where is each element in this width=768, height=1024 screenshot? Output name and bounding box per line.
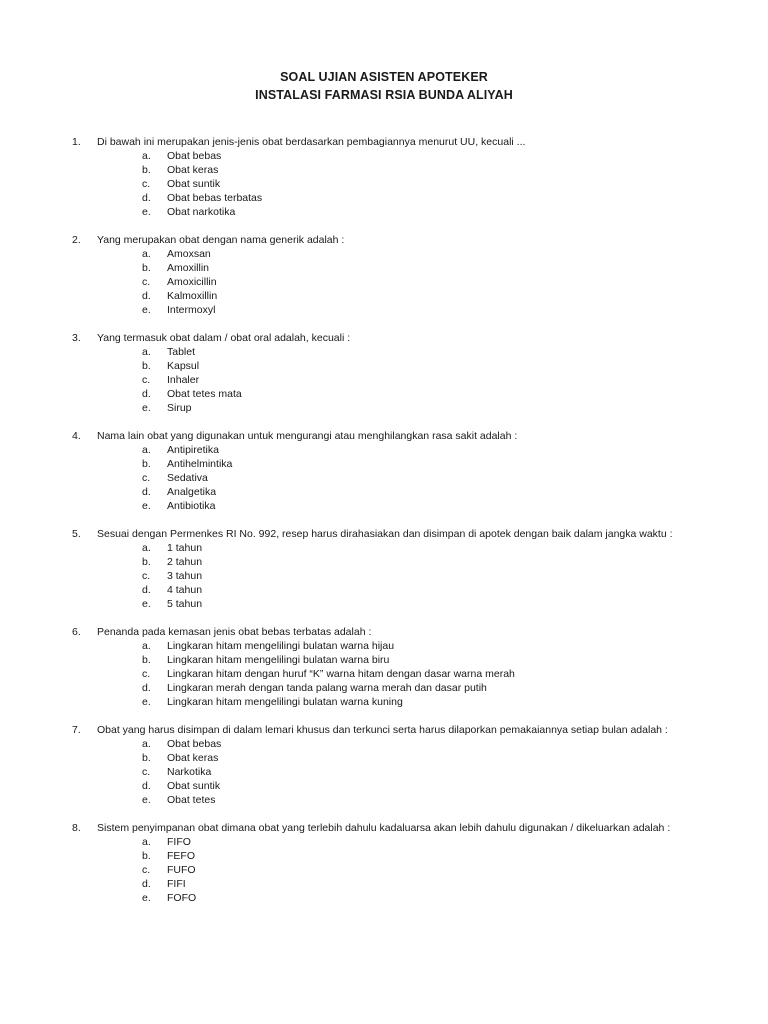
option-text: Sedativa <box>167 472 208 484</box>
option-text: 2 tahun <box>167 556 203 568</box>
answer-option <box>0 779 768 793</box>
answer-option <box>0 639 768 653</box>
answer-option <box>0 583 768 597</box>
answer-option <box>0 471 768 485</box>
option-letter: a. <box>142 640 151 652</box>
answer-option <box>0 205 768 219</box>
question-text: Sistem penyimpanan obat dimana obat yang terlebih dahulu kadaluarsa akan lebih dahulu digunakan / dikeluarkan adalah : <box>97 822 671 834</box>
option-text: FOFO <box>167 892 197 904</box>
option-letter: a. <box>142 248 151 260</box>
answer-option <box>0 359 768 373</box>
question-text: Nama lain obat yang digunakan untuk mengurangi atau menghilangkan rasa sakit adalah : <box>97 430 518 442</box>
option-text: 5 tahun <box>167 598 203 610</box>
answer-option <box>0 457 768 471</box>
question-text: Obat yang harus disimpan di dalam lemari khusus dan terkunci serta harus dilaporkan pemakaiannya setiap bulan adalah : <box>97 724 668 736</box>
question-item <box>0 233 768 317</box>
option-text: FUFO <box>167 864 196 876</box>
option-letter: d. <box>142 878 151 890</box>
option-text: Antipiretika <box>167 444 219 456</box>
answer-option <box>0 765 768 779</box>
answer-option <box>0 681 768 695</box>
question-number: 2. <box>72 234 81 246</box>
question-text: Di bawah ini merupakan jenis-jenis obat berdasarkan pembagiannya menurut UU, kecuali ... <box>97 136 526 148</box>
option-text: Sirup <box>167 402 192 414</box>
question-item <box>0 331 768 415</box>
answer-option <box>0 401 768 415</box>
answer-option <box>0 667 768 681</box>
option-text: FEFO <box>167 850 195 862</box>
document-title: SOAL UJIAN ASISTEN APOTEKER <box>280 70 488 84</box>
option-letter: d. <box>142 584 151 596</box>
question-number: 3. <box>72 332 81 344</box>
option-letter: e. <box>142 402 151 414</box>
question-number: 1. <box>72 136 81 148</box>
option-text: Amoxsan <box>167 248 211 260</box>
document-subtitle: INSTALASI FARMASI RSIA BUNDA ALIYAH <box>255 88 513 102</box>
option-text: Intermoxyl <box>167 304 216 316</box>
answer-option <box>0 653 768 667</box>
option-text: Amoxillin <box>167 262 210 274</box>
option-letter: a. <box>142 542 151 554</box>
question-item <box>0 135 768 219</box>
question-number: 6. <box>72 626 81 638</box>
option-letter: d. <box>142 290 151 302</box>
option-letter: b. <box>142 164 151 176</box>
option-letter: c. <box>142 276 151 288</box>
answer-option <box>0 499 768 513</box>
answer-option <box>0 387 768 401</box>
answer-option <box>0 793 768 807</box>
option-text: 1 tahun <box>167 542 203 554</box>
option-text: 4 tahun <box>167 584 203 596</box>
answer-option <box>0 163 768 177</box>
option-letter: e. <box>142 794 151 806</box>
answer-option <box>0 149 768 163</box>
option-text: Antihelmintika <box>167 458 233 470</box>
answer-option <box>0 737 768 751</box>
option-letter: c. <box>142 178 151 190</box>
option-letter: e. <box>142 304 151 316</box>
question-number: 8. <box>72 822 81 834</box>
option-text: FIFI <box>167 878 186 890</box>
option-text: Antibiotika <box>167 500 216 512</box>
option-text: Narkotika <box>167 766 212 778</box>
option-letter: b. <box>142 556 151 568</box>
question-number: 5. <box>72 528 81 540</box>
question-item <box>0 527 768 611</box>
question-item <box>0 821 768 905</box>
option-letter: c. <box>142 766 151 778</box>
answer-option <box>0 751 768 765</box>
option-text: Obat keras <box>167 164 219 176</box>
option-text: Inhaler <box>167 374 200 386</box>
option-letter: c. <box>142 374 151 386</box>
option-letter: c. <box>142 668 151 680</box>
option-text: Lingkaran hitam dengan huruf “K” warna hitam dengan dasar warna merah <box>167 668 515 680</box>
option-letter: d. <box>142 486 151 498</box>
option-letter: e. <box>142 206 151 218</box>
option-text: Lingkaran merah dengan tanda palang warna merah dan dasar putih <box>167 682 487 694</box>
answer-option <box>0 191 768 205</box>
answer-option <box>0 541 768 555</box>
question-item <box>0 625 768 709</box>
option-text: Obat tetes <box>167 794 216 806</box>
option-text: Analgetika <box>167 486 217 498</box>
answer-option <box>0 289 768 303</box>
question-item <box>0 429 768 513</box>
answer-option <box>0 247 768 261</box>
option-letter: b. <box>142 262 151 274</box>
answer-option <box>0 303 768 317</box>
answer-option <box>0 443 768 457</box>
option-text: Lingkaran hitam mengelilingi bulatan warna biru <box>167 654 390 666</box>
answer-option <box>0 345 768 359</box>
option-letter: b. <box>142 458 151 470</box>
answer-option <box>0 849 768 863</box>
option-letter: e. <box>142 598 151 610</box>
option-text: Obat narkotika <box>167 206 236 218</box>
option-letter: d. <box>142 780 151 792</box>
answer-option <box>0 261 768 275</box>
option-text: Lingkaran hitam mengelilingi bulatan warna hijau <box>167 640 395 652</box>
option-letter: b. <box>142 850 151 862</box>
option-text: Obat bebas <box>167 150 222 162</box>
option-letter: a. <box>142 150 151 162</box>
question-text: Sesuai dengan Permenkes RI No. 992, resep harus dirahasiakan dan disimpan di apotek dengan baik dalam jangka waktu : <box>97 528 673 540</box>
option-text: FIFO <box>167 836 191 848</box>
option-letter: a. <box>142 836 151 848</box>
question-item <box>0 723 768 807</box>
option-text: Kalmoxillin <box>167 290 218 302</box>
option-text: Kapsul <box>167 360 200 372</box>
question-number: 7. <box>72 724 81 736</box>
option-text: 3 tahun <box>167 570 203 582</box>
option-text: Obat bebas <box>167 738 222 750</box>
answer-option <box>0 877 768 891</box>
answer-option <box>0 863 768 877</box>
option-letter: e. <box>142 500 151 512</box>
option-letter: c. <box>142 570 151 582</box>
option-text: Lingkaran hitam mengelilingi bulatan warna kuning <box>167 696 403 708</box>
option-text: Tablet <box>167 346 196 358</box>
option-letter: c. <box>142 472 151 484</box>
option-letter: a. <box>142 444 151 456</box>
option-letter: d. <box>142 388 151 400</box>
question-text: Penanda pada kemasan jenis obat bebas terbatas adalah : <box>97 626 372 638</box>
option-letter: b. <box>142 360 151 372</box>
answer-option <box>0 177 768 191</box>
answer-option <box>0 569 768 583</box>
option-text: Obat suntik <box>167 178 221 190</box>
option-letter: d. <box>142 192 151 204</box>
answer-option <box>0 891 768 905</box>
question-number: 4. <box>72 430 81 442</box>
option-text: Obat bebas terbatas <box>167 192 263 204</box>
question-text: Yang merupakan obat dengan nama generik adalah : <box>97 234 345 246</box>
answer-option <box>0 597 768 611</box>
option-letter: e. <box>142 892 151 904</box>
answer-option <box>0 485 768 499</box>
answer-option <box>0 695 768 709</box>
answer-option <box>0 835 768 849</box>
option-letter: a. <box>142 346 151 358</box>
option-letter: a. <box>142 738 151 750</box>
option-letter: b. <box>142 752 151 764</box>
option-letter: d. <box>142 682 151 694</box>
option-letter: c. <box>142 864 151 876</box>
option-letter: e. <box>142 696 151 708</box>
answer-option <box>0 373 768 387</box>
option-text: Obat tetes mata <box>167 388 242 400</box>
option-text: Obat keras <box>167 752 219 764</box>
question-text: Yang termasuk obat dalam / obat oral adalah, kecuali : <box>97 332 351 344</box>
option-text: Amoxicillin <box>167 276 217 288</box>
option-text: Obat suntik <box>167 780 221 792</box>
option-letter: b. <box>142 654 151 666</box>
answer-option <box>0 275 768 289</box>
answer-option <box>0 555 768 569</box>
